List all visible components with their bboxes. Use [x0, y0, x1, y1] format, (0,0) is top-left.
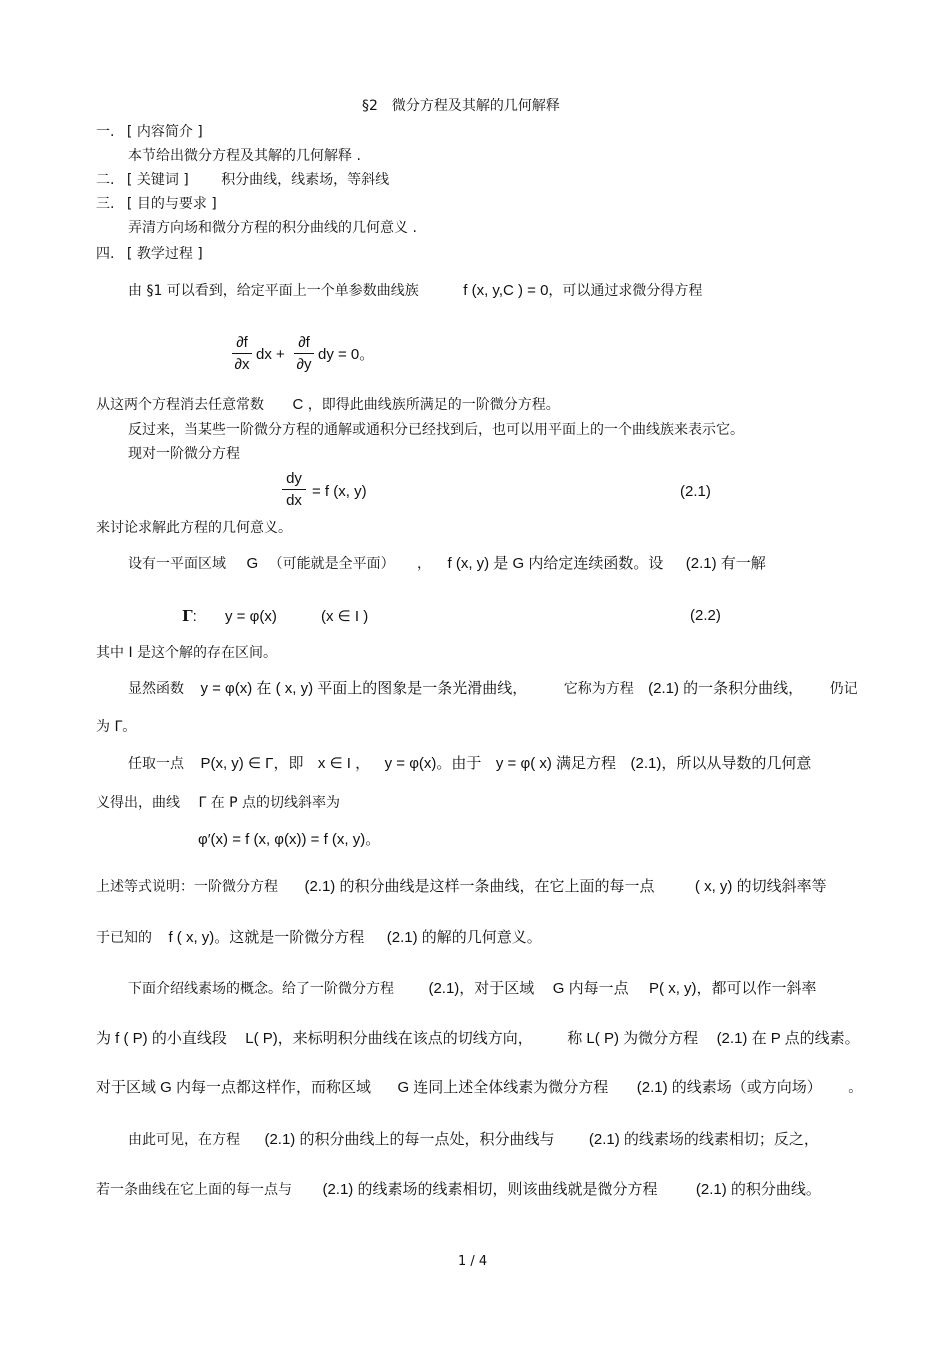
page-number: 1 / 4	[458, 1254, 488, 1269]
text: x ∈ I ，	[317, 755, 371, 772]
text: y = φ( x) 满足方程	[495, 755, 617, 772]
text: (2.1) 的线素场的线素相切，则该曲线就是微分方程	[322, 1181, 658, 1198]
text: (2.1) 的积分曲线上的每一点处，积分曲线与	[264, 1131, 555, 1148]
text: (2.1)，所以从导数的几何意	[630, 755, 812, 772]
paragraph-10-cont	[96, 929, 542, 947]
paragraph-6	[128, 555, 766, 573]
denominator: ∂y	[296, 356, 312, 373]
text: f ( x, y)。这就是一阶微分方程	[168, 929, 365, 946]
paragraph-9-cont	[96, 794, 340, 812]
text: (2.1) 的积分曲线。	[695, 1181, 821, 1198]
paragraph-7: 其中 I 是这个解的存在区间。	[96, 645, 278, 661]
math-inline: f (x, y,C ) = 0	[463, 282, 549, 299]
text: ，即得此曲线族所满足的一阶微分方程。	[307, 397, 560, 413]
outline-number: 一.	[96, 124, 115, 140]
text: 显然函数	[128, 681, 184, 697]
outline-heading: [ 内容简介 ]	[126, 124, 203, 140]
equation-rhs: = f (x, y)	[312, 483, 367, 500]
paragraph-10	[96, 878, 827, 896]
text: P(x, y) ∈ Γ，即	[200, 755, 304, 772]
text: G 内每一点	[552, 980, 629, 997]
paragraph-8-cont: 为 Γ。	[96, 719, 137, 735]
equation-derivative: φ′(x) = f (x, φ(x)) = f (x, y)。	[198, 831, 381, 848]
numerator: ∂f	[298, 334, 310, 351]
text: (2.1)，对于区域	[428, 980, 535, 997]
text: :	[192, 608, 197, 625]
equation-2-2	[182, 607, 368, 626]
text: (2.1) 的一条积分曲线，	[648, 680, 804, 697]
text: 上述等式说明：一阶微分方程	[96, 879, 278, 895]
paragraph-9	[128, 755, 811, 773]
paragraph-4: 现对一阶微分方程	[128, 446, 240, 462]
text: 于已知的	[96, 930, 152, 946]
outline-heading: [ 关键词 ]	[126, 172, 189, 188]
text: (2.1) 的线素场（或方向场）	[636, 1079, 822, 1096]
text: 称 L( P) 为微分方程	[567, 1030, 699, 1047]
text: 由 §1 可以看到，给定平面上一个单参数曲线族	[128, 283, 419, 299]
outline-heading: [ 目的与要求 ]	[126, 196, 217, 212]
text: (2.1) 在 P 点的线素。	[716, 1030, 860, 1047]
text: 由此可见，在方程	[128, 1132, 240, 1148]
numerator: dy	[286, 470, 302, 487]
paragraph-11-cont2	[96, 1079, 862, 1097]
keywords: 积分曲线，线素场，等斜线	[221, 172, 390, 188]
paragraph-2	[96, 396, 560, 414]
text: ( x, y) 的切线斜率等	[694, 878, 827, 895]
fraction-dy-dx	[282, 470, 306, 509]
outline-number: 三.	[96, 196, 115, 212]
math-inline: dy = 0。	[318, 346, 375, 363]
text: (2.1) 的积分曲线是这样一条曲线，在它上面的每一点	[304, 878, 655, 895]
text: 。	[848, 1080, 863, 1096]
paragraph-5: 来讨论求解此方程的几何意义。	[96, 520, 292, 536]
paragraph-3: 反过来，当某些一阶微分方程的通解或通积分已经找到后，也可以用平面上的一个曲线族来表示它。	[128, 422, 744, 438]
denominator: ∂x	[234, 356, 250, 373]
text: 为 f ( P) 的小直线段	[96, 1030, 227, 1047]
outline-item-4	[96, 245, 203, 263]
text: 它称为方程	[563, 681, 634, 697]
text: (2.1) 有一解	[685, 555, 766, 572]
text: 从这两个方程消去任意常数	[96, 397, 264, 413]
text: 仍记	[829, 681, 858, 697]
text: G 连同上述全体线素为微分方程	[397, 1079, 609, 1096]
outline-number: 四.	[96, 246, 115, 262]
text: L( P)，来标明积分曲线在该点的切线方向，	[245, 1030, 533, 1047]
paragraph-12	[128, 1131, 819, 1149]
paragraph-12-cont	[96, 1181, 821, 1199]
fraction-df-dx	[232, 334, 252, 373]
text: 对于区域 G 内每一点都这样作，而称区域	[96, 1079, 372, 1096]
equation-rhs: y = φ(x)	[225, 608, 277, 625]
paragraph-11	[128, 980, 817, 998]
text: ，可以通过求微分得方程	[548, 283, 703, 299]
text: f (x, y) 是 G 内给定连续函数。设	[447, 555, 664, 572]
paragraph-11-cont	[96, 1030, 860, 1048]
section-title: §2 微分方程及其解的几何解释	[362, 98, 560, 114]
fraction-df-dy	[294, 334, 314, 373]
text: （可能就是全平面）	[268, 556, 395, 572]
math-inline: dx +	[256, 346, 285, 363]
denominator: dx	[286, 492, 302, 509]
outline-body-3: 弄清方向场和微分方程的积分曲线的几何意义 .	[128, 220, 417, 236]
numerator: ∂f	[236, 334, 248, 351]
text: 若一条曲线在它上面的每一点与	[96, 1182, 292, 1198]
text: P( x, y)，都可以作一斜率	[649, 980, 817, 997]
math-inline: C	[292, 396, 304, 413]
text: 设有一平面区域	[128, 556, 226, 572]
text: 下面介绍线素场的概念。给了一阶微分方程	[128, 981, 394, 997]
paragraph-1	[128, 282, 702, 300]
text: y = φ(x) 在 ( x, y) 平面上的图象是一条光滑曲线，	[200, 680, 528, 697]
equation-domain: (x ∈ I )	[320, 608, 369, 625]
gamma-symbol: Γ	[182, 607, 193, 625]
text: ，	[417, 556, 432, 572]
outline-heading: [ 教学过程 ]	[126, 246, 203, 262]
paragraph-8	[128, 680, 858, 698]
outline-body-1: 本节给出微分方程及其解的几何解释 .	[128, 148, 361, 164]
text: (2.1) 的线素场的线素相切；反之，	[588, 1131, 819, 1148]
text: 任取一点	[128, 756, 184, 772]
outline-number: 二.	[96, 172, 115, 188]
outline-item-2	[96, 171, 389, 189]
equation-number: (2.2)	[690, 607, 721, 624]
text: 义得出，曲线	[96, 795, 180, 811]
outline-item-3	[96, 195, 217, 213]
math-inline: G	[246, 555, 259, 572]
equation-number: (2.1)	[680, 483, 711, 500]
outline-item-1	[96, 123, 203, 141]
text: (2.1) 的解的几何意义。	[386, 929, 542, 946]
text: Γ 在 P 点的切线斜率为	[198, 795, 341, 811]
text: y = φ(x)。由于	[384, 755, 482, 772]
